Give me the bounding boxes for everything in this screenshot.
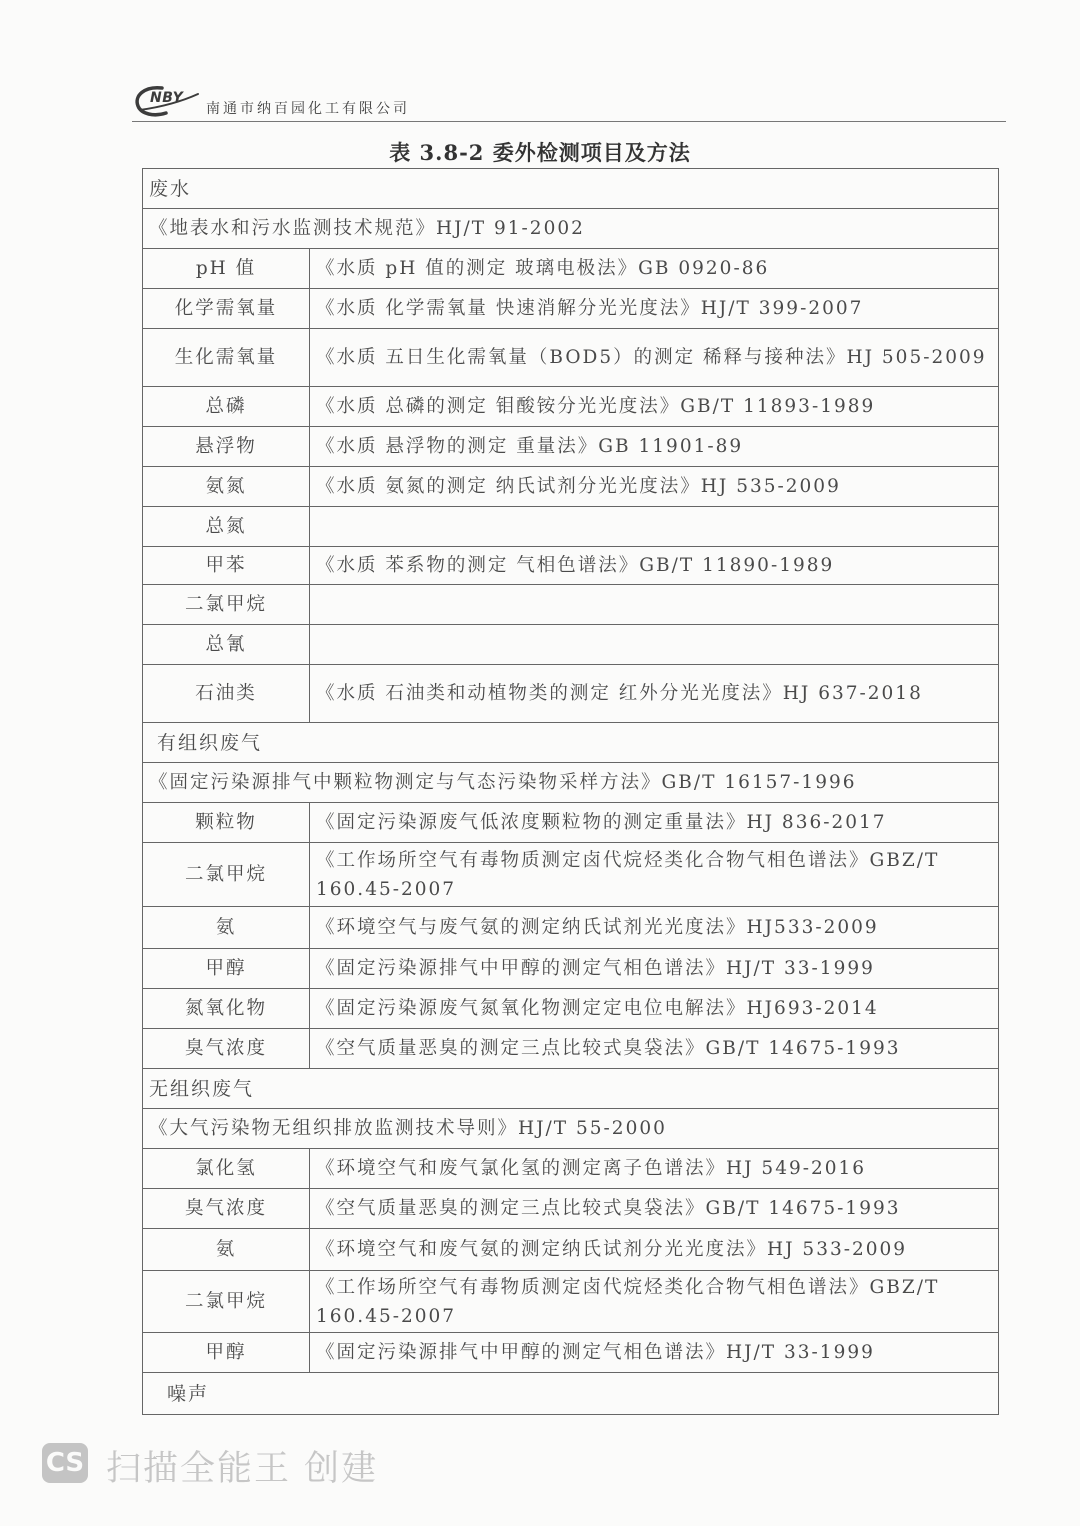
item-cell: 臭气浓度	[143, 1189, 310, 1229]
item-cell: 臭气浓度	[143, 1029, 310, 1069]
logo-text: NBY	[150, 90, 184, 106]
item-cell: 氨	[143, 907, 310, 949]
section-standard: 《大气污染物无组织排放监测技术导则》HJ/T 55-2000	[143, 1109, 999, 1149]
header-divider	[132, 121, 1006, 122]
method-cell: 《固定污染源废气低浓度颗粒物的测定重量法》HJ 836-2017	[310, 803, 999, 843]
method-cell: 《水质 pH 值的测定 玻璃电极法》GB 0920-86	[310, 249, 999, 289]
method-cell: 《水质 五日生化需氧量（BOD5）的测定 稀释与接种法》HJ 505-2009	[310, 329, 999, 387]
item-cell: 悬浮物	[143, 427, 310, 467]
table-row	[143, 1333, 999, 1373]
item-cell: 颗粒物	[143, 803, 310, 843]
table-row	[143, 1189, 999, 1229]
method-cell: 《固定污染源排气中甲醇的测定气相色谱法》HJ/T 33-1999	[310, 1333, 999, 1373]
table-row	[143, 329, 999, 387]
testing-methods-table	[142, 168, 999, 1415]
table-row	[143, 289, 999, 329]
method-cell: 《环境空气与废气氨的测定纳氏试剂光光度法》HJ533-2009	[310, 907, 999, 949]
section-standard: 《地表水和污水监测技术规范》HJ/T 91-2002	[143, 209, 999, 249]
section-title: 噪声	[143, 1373, 999, 1415]
table-row	[143, 949, 999, 989]
company-logo	[132, 84, 202, 120]
item-cell: 总氰	[143, 625, 310, 665]
table-row	[143, 989, 999, 1029]
item-cell: 甲醇	[143, 949, 310, 989]
method-cell: 《水质 氨氮的测定 纳氏试剂分光光度法》HJ 535-2009	[310, 467, 999, 507]
item-cell: 化学需氧量	[143, 289, 310, 329]
method-cell: 《水质 化学需氧量 快速消解分光光度法》HJ/T 399-2007	[310, 289, 999, 329]
method-cell	[310, 585, 999, 625]
item-cell: 甲醇	[143, 1333, 310, 1373]
section-title: 有组织废气	[143, 723, 999, 763]
table-row	[143, 665, 999, 723]
table-row	[143, 803, 999, 843]
table-row	[143, 249, 999, 289]
item-cell: 石油类	[143, 665, 310, 723]
section-standard: 《固定污染源排气中颗粒物测定与气态污染物采样方法》GB/T 16157-1996	[143, 763, 999, 803]
table-row	[143, 585, 999, 625]
item-cell: 生化需氧量	[143, 329, 310, 387]
method-cell: 《水质 总磷的测定 钼酸铵分光光度法》GB/T 11893-1989	[310, 387, 999, 427]
table-row	[143, 507, 999, 547]
cs-logo-icon: CS	[42, 1443, 88, 1483]
item-cell: pH 值	[143, 249, 310, 289]
company-name: 南通市纳百园化工有限公司	[206, 101, 410, 117]
method-cell: 《环境空气和废气氯化氢的测定离子色谱法》HJ 549-2016	[310, 1149, 999, 1189]
table-row	[143, 387, 999, 427]
method-cell: 《水质 石油类和动植物类的测定 红外分光光度法》HJ 637-2018	[310, 665, 999, 723]
item-cell: 氨	[143, 1229, 310, 1271]
section-title: 无组织废气	[143, 1069, 999, 1109]
method-cell: 《水质 苯系物的测定 气相色谱法》GB/T 11890-1989	[310, 547, 999, 585]
table-row	[143, 907, 999, 949]
method-cell: 《空气质量恶臭的测定三点比较式臭袋法》GB/T 14675-1993	[310, 1029, 999, 1069]
item-cell: 甲苯	[143, 547, 310, 585]
table-row	[143, 427, 999, 467]
method-cell: 《工作场所空气有毒物质测定卤代烷烃类化合物气相色谱法》GBZ/T 160.45-2007	[310, 843, 999, 907]
table-row	[143, 467, 999, 507]
table-row	[143, 625, 999, 665]
item-cell: 总氮	[143, 507, 310, 547]
item-cell: 氨氮	[143, 467, 310, 507]
watermark-text: 扫描全能王 创建	[106, 1449, 379, 1489]
table-row	[143, 1271, 999, 1333]
item-cell: 总磷	[143, 387, 310, 427]
page-header	[132, 84, 1006, 124]
item-cell: 二氯甲烷	[143, 1271, 310, 1333]
method-cell: 《环境空气和废气氨的测定纳氏试剂分光光度法》HJ 533-2009	[310, 1229, 999, 1271]
method-cell: 《空气质量恶臭的测定三点比较式臭袋法》GB/T 14675-1993	[310, 1189, 999, 1229]
table-row	[143, 547, 999, 585]
item-cell: 二氯甲烷	[143, 585, 310, 625]
section-title: 废水	[143, 169, 999, 209]
method-cell: 《固定污染源废气氮氧化物测定定电位电解法》HJ693-2014	[310, 989, 999, 1029]
table-title: 表 3.8-2 委外检测项目及方法	[389, 140, 691, 165]
item-cell: 氮氧化物	[143, 989, 310, 1029]
table-row	[143, 1029, 999, 1069]
method-cell: 《固定污染源排气中甲醇的测定气相色谱法》HJ/T 33-1999	[310, 949, 999, 989]
method-cell	[310, 507, 999, 547]
method-cell: 《水质 悬浮物的测定 重量法》GB 11901-89	[310, 427, 999, 467]
item-cell: 氯化氢	[143, 1149, 310, 1189]
table-row	[143, 843, 999, 907]
table-row	[143, 1149, 999, 1189]
table-row	[143, 1229, 999, 1271]
item-cell: 二氯甲烷	[143, 843, 310, 907]
method-cell: 《工作场所空气有毒物质测定卤代烷烃类化合物气相色谱法》GBZ/T 160.45-2007	[310, 1271, 999, 1333]
method-cell	[310, 625, 999, 665]
